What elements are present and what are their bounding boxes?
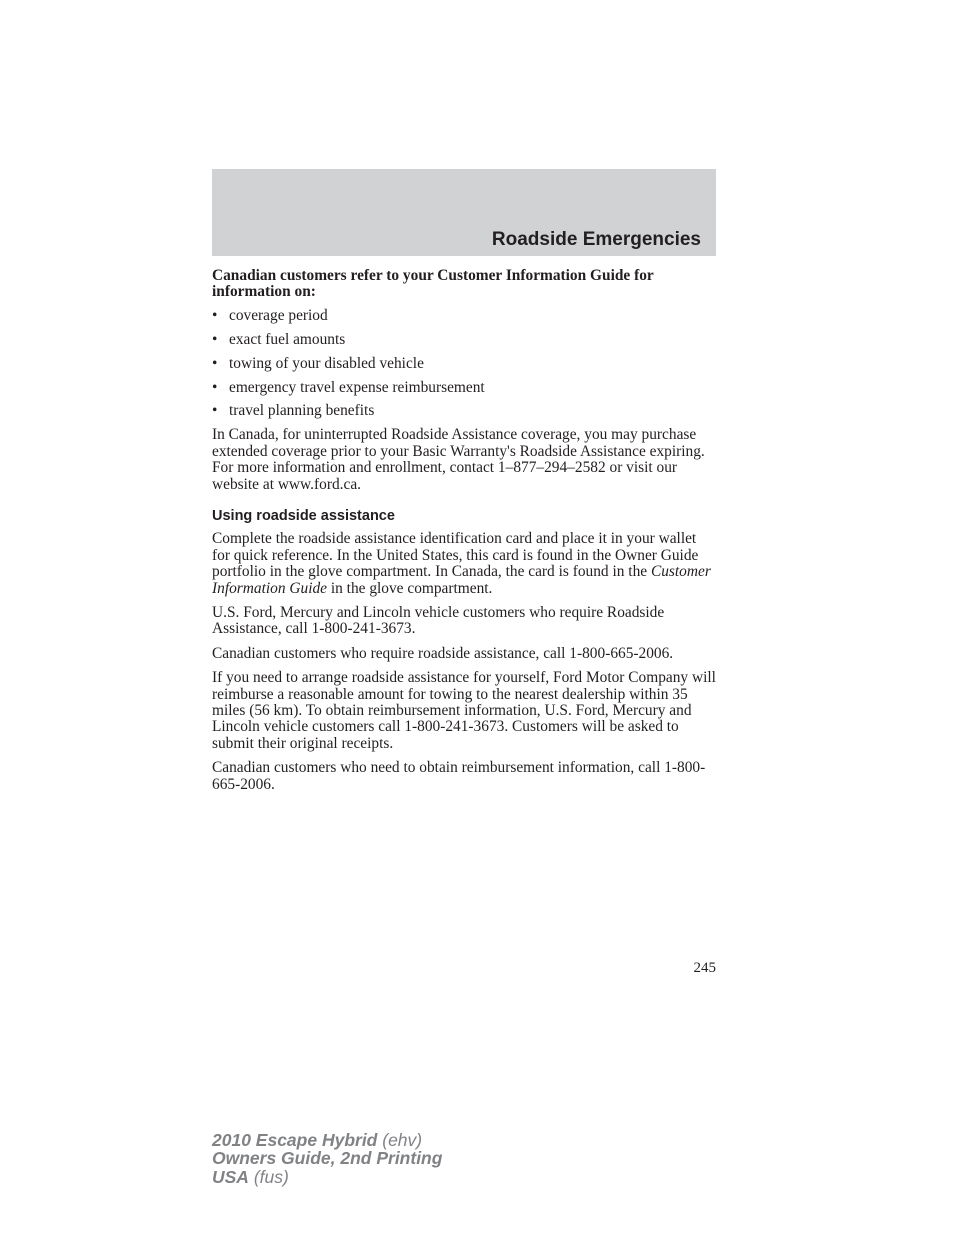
using-roadside-assistance-heading: Using roadside assistance (212, 507, 395, 524)
footer-line-1 (212, 1131, 442, 1149)
footer-imprint (212, 1131, 442, 1186)
canada-call-paragraph: Canadian customers who require roadside assistance, call 1-800-665-2006. (212, 644, 674, 662)
id-card-text-b: in the glove compartment. (327, 579, 493, 597)
page-content (212, 268, 716, 801)
footer-line-2 (212, 1149, 442, 1167)
list-item-text: coverage period (229, 306, 328, 324)
reimbursement-paragraph: If you need to arrange roadside assistance for yourself, Ford Motor Company will reimburse a reasonable amount for towing to the nearest dealership within 35 miles (56 km). To obtain reimbursement information, U.S. Ford, Mercury and Lincoln vehicle customers call 1-800-241-3673. Customers will be asked to submit their original receipts. (212, 669, 716, 752)
list-item-text: towing of your disabled vehicle (229, 354, 424, 372)
bullet-icon: • (212, 330, 218, 348)
us-call-paragraph: U.S. Ford, Mercury and Lincoln vehicle customers who require Roadside Assistance, call 1-800-241-3673. (212, 604, 665, 638)
list-item-text: exact fuel amounts (229, 330, 346, 348)
footer-line-3 (212, 1168, 442, 1186)
intro-bold-text: Canadian customers refer to your Customer Information Guide for information on: (212, 267, 654, 301)
footer-market-code: (fus) (253, 1166, 289, 1187)
list-item (212, 403, 716, 419)
section-header-band (212, 169, 716, 256)
list-item (212, 380, 716, 396)
footer-model-code: (ehv) (382, 1130, 423, 1150)
page-number: 245 (693, 960, 716, 976)
footer-printing: Owners Guide, 2nd Printing (212, 1148, 443, 1169)
canada-reimbursement-paragraph: Canadian customers who need to obtain reimbursement information, call 1-800-665-2006. (212, 759, 706, 793)
list-item (212, 356, 716, 372)
bullet-icon: • (212, 306, 218, 324)
footer-market: USA (212, 1166, 249, 1187)
list-item (212, 308, 716, 324)
bullet-icon: • (212, 402, 218, 420)
canada-coverage-paragraph: In Canada, for uninterrupted Roadside Assistance coverage, you may purchase extended coverage prior to your Basic Warranty's Roadside Assistance expiring. For more information and enrollment, contact 1–877–294–2582 or visit our website at www.ford.ca. (212, 426, 705, 493)
footer-model: 2010 Escape Hybrid (212, 1130, 378, 1150)
info-bullet-list (212, 308, 716, 420)
customer-info-guide-title: Customer Information Guide (212, 563, 711, 597)
section-title: Roadside Emergencies (491, 229, 701, 250)
id-card-paragraph (212, 531, 716, 597)
list-item-text: emergency travel expense reimbursement (229, 378, 485, 396)
list-item (212, 332, 716, 348)
id-card-text-a: Complete the roadside assistance identification card and place it in your wallet for quick reference. In the United States, this card is found in the Owner Guide portfolio in the glove compartment. In Canada, the card is found in the (212, 530, 699, 581)
bullet-icon: • (212, 354, 218, 372)
bullet-icon: • (212, 378, 218, 396)
list-item-text: travel planning benefits (229, 402, 375, 420)
